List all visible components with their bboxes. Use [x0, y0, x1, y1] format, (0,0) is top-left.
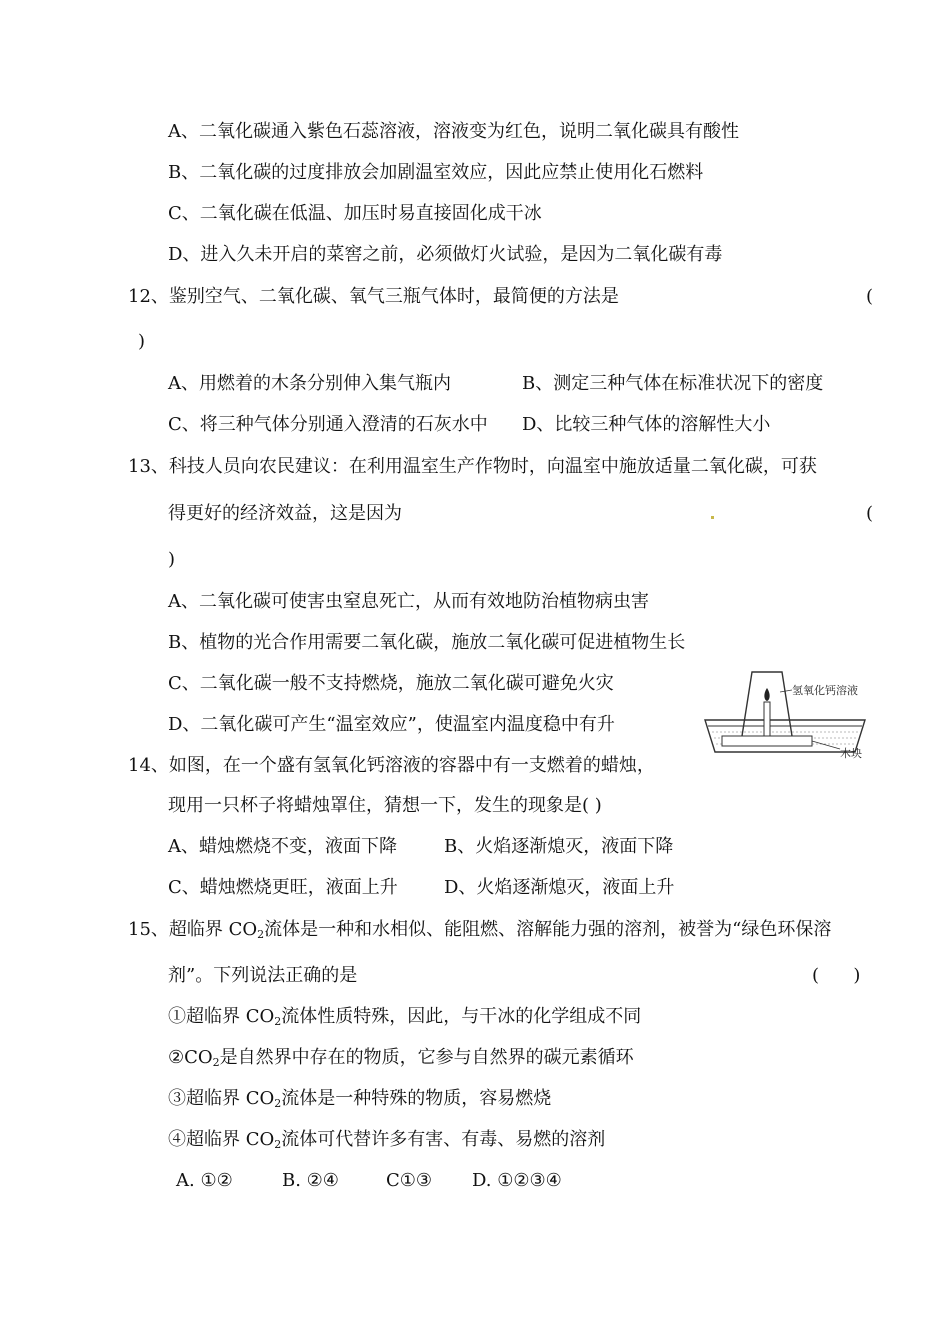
q15-stem-line2: 剂”。下列说法正确的是 [168, 965, 358, 986]
q14-number: 14、 [128, 755, 169, 776]
q15-s4-pre: ④超临界 CO [168, 1129, 275, 1150]
q13-number: 13、 [128, 456, 169, 477]
q11-option-a: A、二氧化碳通入紫色石蕊溶液，溶液变为红色，说明二氧化碳具有酸性 [168, 121, 739, 142]
q15-stem1-post: 流体是一种和水相似、能阻燃、溶解能力强的溶剂，被誉为“绿色环保溶 [264, 919, 832, 940]
q12-stem-text: 鉴别空气、二氧化碳、氧气三瓶气体时，最简便的方法是 [168, 286, 619, 307]
q15-s3-subscript: 2 [274, 1097, 282, 1110]
q15-s1-post: 流体性质特殊，因此，与干冰的化学组成不同 [281, 1006, 642, 1027]
q15-answer-paren: ( ) [812, 965, 861, 986]
q12-answer-paren-open: ( [866, 286, 874, 307]
q13-option-c: C、二氧化碳一般不支持燃烧，施放二氧化碳可避免火灾 [168, 673, 614, 694]
flame-shape [764, 688, 769, 701]
q13-option-d: D、二氧化碳可产生“温室效应”，使温室内温度稳中有升 [168, 714, 615, 735]
q15-stem-line1 [128, 918, 831, 947]
figure-label-block: 木块 [840, 747, 862, 760]
q12-option-a: A、用燃着的木条分别伸入集气瓶内 [168, 373, 451, 394]
q15-s2-pre: ②CO [168, 1047, 213, 1068]
q15-statement-4 [168, 1128, 605, 1157]
q12-option-d: D、比较三种气体的溶解性大小 [522, 414, 771, 435]
q15-s1-subscript: 2 [274, 1015, 282, 1028]
q12-answer-paren-close: ) [138, 331, 146, 352]
q14-option-c: C、蜡烛燃烧更旺，液面上升 [168, 877, 398, 898]
block-leader-line [812, 741, 840, 749]
q15-stem1-subscript: 2 [257, 928, 265, 941]
q11-option-c: C、二氧化碳在低温、加压时易直接固化成干冰 [168, 203, 542, 224]
q11-option-d: D、进入久未开启的菜窖之前，必须做灯火试验，是因为二氧化碳有毒 [168, 244, 723, 265]
q13-answer-paren-close: ) [168, 549, 176, 570]
q15-s4-post: 流体可代替许多有害、有毒、易燃的溶剂 [281, 1129, 606, 1150]
q13-option-b: B、植物的光合作用需要二氧化碳，施放二氧化碳可促进植物生长 [168, 632, 686, 653]
q15-statement-3 [168, 1087, 551, 1116]
q15-number: 15、 [128, 919, 169, 940]
q13-option-a: A、二氧化碳可使害虫窒息死亡，从而有效地防治植物病虫害 [168, 591, 649, 612]
scan-speck [711, 516, 714, 519]
q15-s3-pre: ③超临界 CO [168, 1088, 275, 1109]
q15-s1-pre: ①超临界 CO [168, 1006, 275, 1027]
q12-option-b: B、测定三种气体在标准状况下的密度 [522, 373, 824, 394]
q13-stem-line1 [128, 455, 817, 479]
q14-stem-text1: 如图，在一个盛有氢氧化钙溶液的容器中有一支燃着的蜡烛， [168, 755, 655, 776]
solution-leader-line [780, 690, 792, 692]
candle-shape [764, 702, 770, 736]
q12-stem [128, 285, 619, 309]
q15-statement-1 [168, 1005, 641, 1034]
q15-s4-subscript: 2 [274, 1138, 282, 1151]
q15-s2-subscript: 2 [212, 1056, 220, 1069]
q15-statement-2 [168, 1046, 634, 1075]
wood-block-shape [722, 736, 812, 746]
q15-option-c: C①③ [386, 1170, 433, 1191]
q15-s3-post: 流体是一种特殊的物质，容易燃烧 [281, 1088, 552, 1109]
q14-stem-line2: 现用一只杯子将蜡烛罩住，猜想一下，发生的现象是( ) [168, 795, 602, 816]
q14-option-b: B、火焰逐渐熄灭，液面下降 [444, 836, 674, 857]
q15-option-d: D. ①②③④ [472, 1170, 562, 1191]
q15-s2-post: 是自然界中存在的物质，它参与自然界的碳元素循环 [219, 1047, 634, 1068]
q14-option-d: D、火焰逐渐熄灭，液面上升 [444, 877, 675, 898]
q12-option-c: C、将三种气体分别通入澄清的石灰水中 [168, 414, 488, 435]
q11-option-b: B、二氧化碳的过度排放会加剧温室效应，因此应禁止使用化石燃料 [168, 162, 704, 183]
q13-stem-line2: 得更好的经济效益，这是因为 [168, 503, 402, 524]
q15-option-a: A. ①② [176, 1170, 233, 1191]
q12-number: 12、 [128, 286, 169, 307]
q13-stem-text1: 科技人员向农民建议：在利用温室生产作物时，向温室中施放适量二氧化碳，可获 [168, 456, 817, 477]
candle-experiment-figure [700, 660, 875, 760]
q14-option-a: A、蜡烛燃烧不变，液面下降 [168, 836, 397, 857]
q14-stem-line1 [128, 754, 655, 778]
q13-answer-paren-open: ( [866, 503, 874, 524]
q15-stem1-pre: 超临界 CO [168, 919, 258, 940]
figure-label-solution: 氢氧化钙溶液 [792, 684, 858, 697]
q15-option-b: B. ②④ [282, 1170, 339, 1191]
